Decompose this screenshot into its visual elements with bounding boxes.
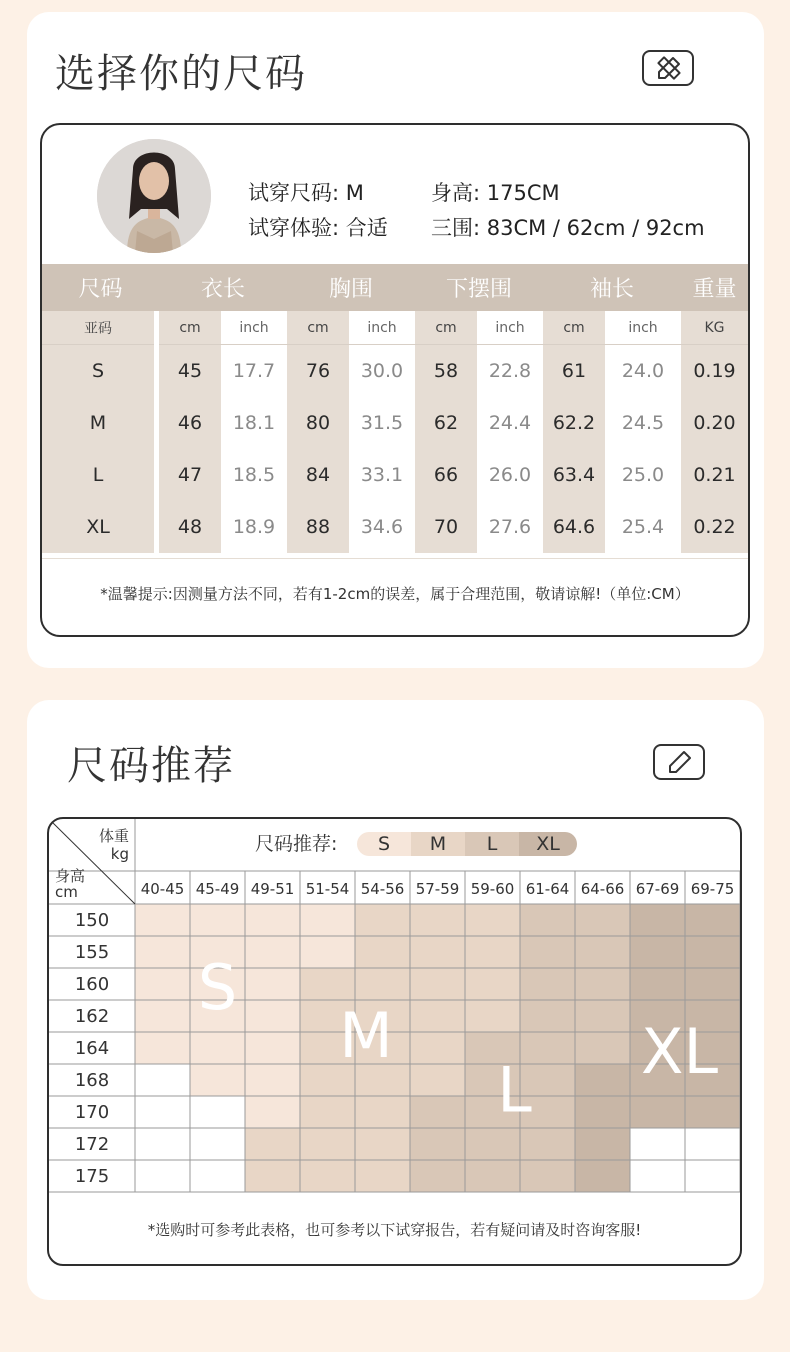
grid-cell [465,904,520,936]
size-overlay-label: L [497,1053,532,1127]
grid-cell [300,904,355,936]
weight-header: 54-56 [360,880,405,898]
table-cell: 88 [287,501,349,553]
grid-cell [245,1160,300,1192]
grid-cell [135,1128,190,1160]
grid-cell [575,1064,630,1096]
height-label: 172 [74,1134,110,1155]
weight-header: 61-64 [525,880,570,898]
recommendation-note: *选购时可参考此表格，也可参考以下试穿报告，若有疑问请及时咨询客服! [147,1221,642,1239]
grid-cell [575,1096,630,1128]
grid-cell [300,936,355,968]
grid-cell [190,1032,245,1064]
legend-xl: XL [519,832,577,856]
header-sleeve: 袖长 [589,277,634,302]
table-cell: 62 [415,397,477,449]
grid-cell [300,1128,355,1160]
header-length: 衣长 [200,277,245,302]
grid-cell [575,1128,630,1160]
size-chart-card [27,12,764,668]
table-cell: 26.0 [477,449,543,501]
size-overlay-label: XL [640,1015,719,1089]
subheader-cell: inch [221,311,287,345]
height-text: 身高: 175CM [431,181,560,205]
measurements-text: 三围: 83CM / 62cm / 92cm [431,216,705,240]
grid-cell [410,1064,465,1096]
recommendation-title: 尺码推荐 [67,743,235,789]
grid-cell [355,1096,410,1128]
recommendation-box [47,817,742,1266]
grid-cell [300,1096,355,1128]
grid-cell [355,904,410,936]
grid-cell [410,904,465,936]
grid-cell [520,904,575,936]
table-cell: 47 [159,449,221,501]
legend-m: M [411,832,465,856]
legend-s: S [357,832,411,856]
table-cell: 18.5 [221,449,287,501]
grid-cell [685,904,740,936]
table-cell: 66 [415,449,477,501]
table-cell: 33.1 [349,449,415,501]
table-cell: 0.22 [681,501,748,553]
grid-cell [520,968,575,1000]
table-cell: XL [42,501,154,553]
table-cell: S [42,345,154,397]
grid-cell [300,1160,355,1192]
table-cell: 24.0 [605,345,681,397]
grid-cell [630,1096,685,1128]
table-cell: 22.8 [477,345,543,397]
table-cell: 30.0 [349,345,415,397]
grid-cell [465,968,520,1000]
header-bust: 胸围 [328,277,373,302]
grid-cell [135,904,190,936]
table-cell: 27.6 [477,501,543,553]
corner-weight-unit: kg [110,845,129,863]
grid-cell [135,1032,190,1064]
grid-cell [630,968,685,1000]
grid-cell [685,968,740,1000]
weight-header: 64-66 [580,880,625,898]
grid-cell [410,936,465,968]
grid-cell [245,1032,300,1064]
ruler-pencil-icon [642,50,694,86]
header-size: 尺码 [78,277,123,302]
grid-cell [135,1160,190,1192]
subheader-cell: inch [605,311,681,345]
height-label: 155 [74,942,110,963]
height-label: 164 [74,1038,110,1059]
table-row [42,397,748,449]
grid-cell [245,1064,300,1096]
grid-cell [410,1032,465,1064]
grid-cell [685,1128,740,1160]
corner-weight-label: 体重 [98,827,129,845]
grid-cell [245,1096,300,1128]
grid-cell [685,936,740,968]
size-table-subheader [42,311,748,345]
table-cell: 58 [415,345,477,397]
grid-cell [190,1096,245,1128]
grid-cell [355,936,410,968]
corner-height-label: 身高 [55,867,86,885]
grid-cell [135,968,190,1000]
weight-header: 49-51 [250,880,295,898]
table-cell: 31.5 [349,397,415,449]
grid-cell [575,968,630,1000]
grid-cell [355,968,410,1000]
table-cell: 45 [159,345,221,397]
subheader-cell: KG [681,311,748,345]
subheader-cell: cm [287,311,349,345]
grid-cell [190,1064,245,1096]
grid-cell [685,1096,740,1128]
table-cell: 61 [543,345,605,397]
size-overlay-label: S [197,951,238,1025]
grid-cell [190,904,245,936]
table-cell: 17.7 [221,345,287,397]
size-table-box [40,123,750,637]
size-overlay-label: M [339,999,393,1073]
table-cell: 18.9 [221,501,287,553]
grid-cell [245,1000,300,1032]
subheader-cell: inch [477,311,543,345]
grid-cell [135,1000,190,1032]
model-avatar [97,139,211,253]
weight-header: 59-60 [470,880,515,898]
height-label: 175 [74,1166,110,1187]
divider [42,558,748,559]
weight-header: 51-54 [305,880,350,898]
grid-cell [355,1160,410,1192]
grid-cell [245,968,300,1000]
grid-cell [575,936,630,968]
experience-text: 试穿体验: 合适 [248,216,388,240]
grid-cell [575,1160,630,1192]
weight-header: 45-49 [195,880,240,898]
table-cell: 0.20 [681,397,748,449]
subheader-cell: cm [543,311,605,345]
grid-cell [410,1128,465,1160]
weight-header: 67-69 [635,880,680,898]
table-cell: 64.6 [543,501,605,553]
grid-cell [465,1000,520,1032]
subheader-cell: 亚码 [42,311,154,345]
weight-header: 69-75 [690,880,735,898]
table-row [42,501,748,553]
grid-cell [135,936,190,968]
grid-cell [135,1064,190,1096]
legend-l: L [465,832,519,856]
header-hem: 下摆围 [445,277,512,302]
grid-cell [190,1160,245,1192]
grid-cell [630,936,685,968]
table-cell: 62.2 [543,397,605,449]
table-cell: 70 [415,501,477,553]
table-row [42,449,748,501]
grid-cell [630,1160,685,1192]
table-cell: 34.6 [349,501,415,553]
grid-cell [245,1128,300,1160]
size-table-header [42,264,748,311]
grid-cell [575,1000,630,1032]
grid-cell [410,968,465,1000]
grid-cell [575,1032,630,1064]
grid-cell [520,1160,575,1192]
grid-cell [465,1128,520,1160]
table-cell: 46 [159,397,221,449]
table-row [42,345,748,397]
grid-cell [355,1128,410,1160]
table-cell: 18.1 [221,397,287,449]
grid-cell [575,904,630,936]
corner-height-unit: cm [55,883,78,901]
table-cell: 24.5 [605,397,681,449]
height-label: 150 [74,910,110,931]
table-cell: L [42,449,154,501]
grid-cell [245,936,300,968]
grid-cell [520,1000,575,1032]
legend-label: 尺码推荐: [255,833,338,855]
try-size-text: 试穿尺码: M [248,181,364,205]
grid-cell [630,904,685,936]
recommendation-grid [49,819,740,1199]
subheader-cell: cm [415,311,477,345]
table-cell: M [42,397,154,449]
table-cell: 0.21 [681,449,748,501]
table-cell: 0.19 [681,345,748,397]
table-cell: 25.4 [605,501,681,553]
grid-cell [135,1096,190,1128]
weight-header: 57-59 [415,880,460,898]
grid-cell [465,1160,520,1192]
grid-cell [465,936,520,968]
header-weight: 重量 [692,277,737,302]
subheader-cell: cm [159,311,221,345]
grid-cell [520,936,575,968]
grid-cell [300,968,355,1000]
table-cell: 25.0 [605,449,681,501]
grid-cell [190,1128,245,1160]
table-cell: 63.4 [543,449,605,501]
height-label: 160 [74,974,110,995]
table-cell: 80 [287,397,349,449]
size-chart-title: 选择你的尺码 [55,51,307,97]
table-cell: 24.4 [477,397,543,449]
height-label: 170 [74,1102,110,1123]
table-cell: 76 [287,345,349,397]
height-label: 162 [74,1006,110,1027]
size-note: *温馨提示:因测量方法不同，若有1-2cm的误差，属于合理范围，敬请谅解!（单位:CM） [100,585,690,603]
table-cell: 48 [159,501,221,553]
ruler-pencil-icon [653,744,705,780]
height-label: 168 [74,1070,110,1091]
grid-cell [630,1128,685,1160]
size-recommendation-card [27,700,764,1300]
grid-cell [245,904,300,936]
table-cell: 84 [287,449,349,501]
weight-header: 40-45 [140,880,185,898]
grid-cell [410,1160,465,1192]
grid-cell [410,1000,465,1032]
grid-cell [410,1096,465,1128]
subheader-cell: inch [349,311,415,345]
grid-cell [685,1160,740,1192]
grid-cell [520,1128,575,1160]
